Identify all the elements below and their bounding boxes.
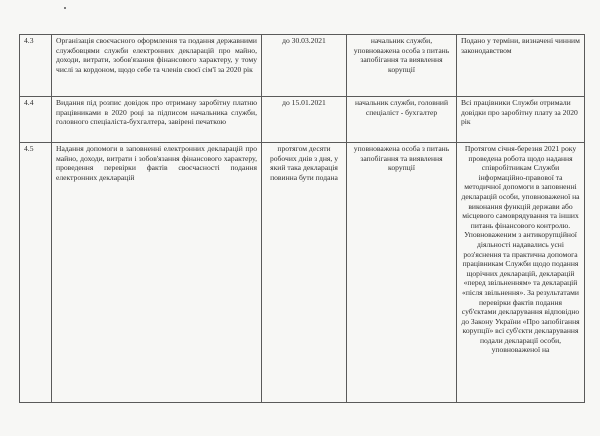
scan-speck [64,7,66,9]
deadline-text: протягом десяти робочих днів з дня, у який така декларація повинна бути подана [262,143,347,403]
responsible-text: начальник служби, головний спеціаліст - бухгалтер [347,97,457,143]
table-row [20,143,585,403]
measures-table [19,34,585,403]
deadline-text: до 30.03.2021 [262,35,347,97]
measure-text: Організація своєчасного оформлення та подання державними службовцями служби електронних декларацій про майно, доходи, витрати, зобов'язання фінансового характеру, у тому числі за кордоном, щодо себе та членів своєї сім'ї за 2020 рік [52,35,262,97]
responsible-text: уповноважена особа з питань запобігання та виявлення корупції [347,143,457,403]
status-text: Протягом січня-березня 2021 року проведена робота щодо надання співробітникам Служби інформаційно-правової та методичної допомоги в заповненні декларацій особи, уповноваженої на виконання функцій держави або місцевого самоврядування та інших питань фінансового контролю. Уповноваженим з антикорупційної діяльності надавались усні роз'яснення та практична допомога працівникам Служби щодо подання щорічних декларацій, декларацій «перед звільненням» та декларацій «після звільнення». За результатами перевірки фактів подання суб'єктами декларування відповідно до Закону України «Про запобігання корупції» всі суб'єкти декларування подали декларації особи, уповноваженої на [457,143,585,403]
row-number: 4.3 [20,35,52,97]
table-row [20,97,585,143]
row-number: 4.5 [20,143,52,403]
status-text: Подано у терміни, визначені чинним законодавством [457,35,585,97]
measure-text: Надання допомоги в заповненні електронних декларацій про майно, доходи, витрати і зобов'язання фінансового характеру, проведення перевірки фактів своєчасності подання електронних декларацій [52,143,262,403]
deadline-text: до 15.01.2021 [262,97,347,143]
table-row [20,35,585,97]
row-number: 4.4 [20,97,52,143]
measure-text: Видання під розпис довідок про отриману заробітну платню працівниками в 2020 році за підписом начальника служби, головного спеціаліста-бухгалтера, завірені печаткою [52,97,262,143]
responsible-text: начальник служби, уповноважена особа з питань запобігання та виявлення корупції [347,35,457,97]
status-text: Всі працівники Служби отримали довідки про заробітну плату за 2020 рік [457,97,585,143]
